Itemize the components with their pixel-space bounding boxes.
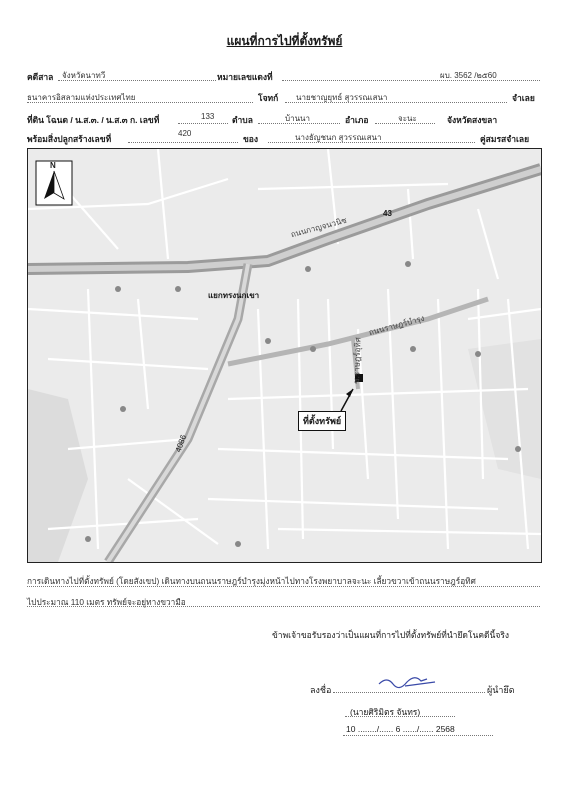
directions-line2: ไปประมาณ 110 เมตร ทรัพย์จะอยู่ทางขวามือ [27, 597, 186, 607]
junction-label: แยกทรงนกเขา [208, 291, 260, 300]
road-a-label: ถนนกาญจนวนิช [289, 215, 348, 240]
building-no: 420 [178, 129, 192, 138]
district-value: จะนะ [398, 114, 417, 123]
land-label: ที่ดิน โฉนด / น.ส.๓. / น.ส.๓ ก. เลขที่ [27, 115, 160, 125]
subdistrict-value: บ้านนา [285, 114, 310, 123]
sign-label: ลงชื่อ [310, 685, 332, 695]
spouse-label: คู่สมรสจำเลย [480, 134, 530, 144]
date-month: 6 [395, 724, 401, 734]
defendant-value: นายชาญยุทธ์ สุวรรณเสนา [296, 93, 388, 102]
north-label: N [50, 161, 56, 170]
road-b-label: ถนนราษฎร์บำรุง [367, 313, 426, 338]
land-no: 133 [201, 112, 215, 121]
location-map [27, 148, 542, 563]
certify-text: ข้าพเจ้าขอรับรองว่าเป็นแผนที่การไปที่ตั้งทรัพย์ที่นำยึดโนคดีนี้จริง [272, 630, 510, 640]
defendant-label: จำเลย [512, 93, 535, 103]
subdistrict-label: ตำบล [232, 115, 253, 125]
owner-label: ของ [243, 134, 259, 144]
lane-label: ซ.ราษฎร์อุทิศ [351, 337, 363, 384]
page-title: แผนที่การไปที่ตั้งทรัพย์ [226, 34, 343, 48]
date-year: 2568 [435, 724, 455, 734]
signer-name: (นายศิริมิตร จันทร) [350, 707, 421, 717]
road-43-label: 43 [383, 209, 392, 218]
date-day: 10 [346, 724, 356, 734]
black-no-label: หมายเลขแดงที่ [217, 72, 273, 82]
directions-line1: การเดินทางไปที่ตั้งทรัพย์ (โดยสังเขป) เดินทางบนถนนราษฎร์บำรุงมุ่งหน้าไปทางโรงพยาบาลจะนะ เลี้ยวขวาเข้าถนนราษฎร์อุทิศ [27, 576, 476, 586]
case-label: คดีสาล [27, 72, 54, 82]
province: จังหวัดสงขลา [447, 115, 498, 125]
building-label: พร้อมสิ่งปลูกสร้างเลขที่ [27, 134, 112, 144]
plaintiff-label: โจทก์ [258, 93, 279, 103]
signature-scribble [375, 672, 445, 690]
map-drawing [28, 149, 541, 562]
property-label: ที่ตั้งทรัพย์ [298, 411, 346, 431]
signer-role: ผู้นำยึด [487, 685, 515, 695]
sign-date: 10 ......../...... 6 ....../...... 2568 [346, 724, 455, 734]
black-no-value: ผบ. 3562 /๒๕60 [440, 71, 497, 80]
plaintiff-value: ธนาคารอิสลามแห่งประเทศไทย [27, 93, 136, 102]
case-value: จังหวัดนาทวี [62, 71, 106, 80]
owner-value: นางธัญชนก สุวรรณเสนา [295, 133, 382, 142]
road-4086-label: 4086 [173, 433, 189, 454]
district-label: อำเภอ [345, 115, 369, 125]
